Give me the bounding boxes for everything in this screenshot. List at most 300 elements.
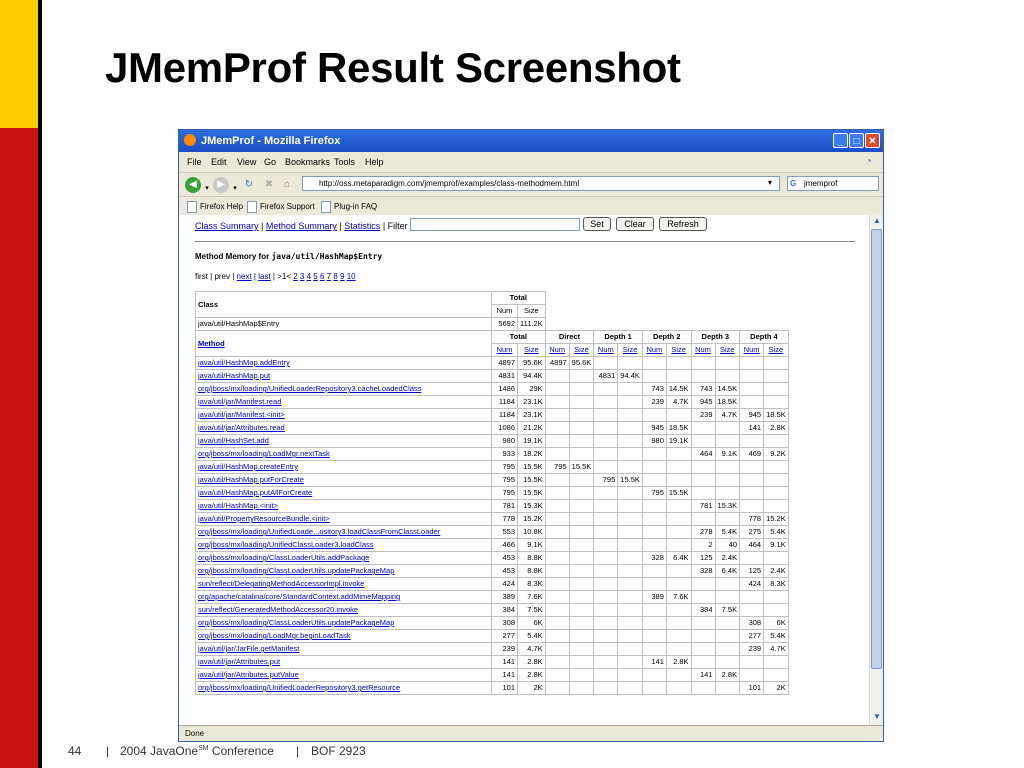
method-cell: [196, 656, 492, 669]
method-link[interactable]: java/util/HashMap.<init>: [198, 501, 279, 510]
page-icon: [247, 201, 257, 213]
value-cell: [642, 669, 666, 682]
pager-page-link[interactable]: 7: [326, 272, 332, 281]
value-cell: [545, 591, 569, 604]
value-cell: [666, 565, 691, 578]
value-cell: [740, 370, 764, 383]
accent-bar-edge: [38, 0, 42, 768]
method-link[interactable]: org/jboss/mx/loading/UnifiedClassLoader3.loadClass: [198, 540, 374, 549]
value-cell: 7.6K: [518, 591, 546, 604]
table-row: [196, 539, 789, 552]
method-link[interactable]: java/util/HashMap.putAllForCreate: [198, 488, 313, 497]
bookmark-plugin-faq[interactable]: [321, 201, 377, 213]
close-button[interactable]: ✕: [865, 133, 880, 148]
method-link[interactable]: java/util/jar/Manifest.read: [198, 397, 282, 406]
method-cell: [196, 539, 492, 552]
value-cell: 15.5K: [518, 461, 546, 474]
value-cell: [666, 500, 691, 513]
value-cell: 308: [492, 617, 518, 630]
class-num-header: Num: [492, 305, 518, 318]
separator: |: [253, 272, 256, 281]
menu-tools[interactable]: Tools: [334, 157, 356, 167]
value-cell: [569, 396, 594, 409]
value-cell: [545, 565, 569, 578]
value-cell: 308: [740, 617, 764, 630]
num-sort-link[interactable]: Num: [695, 345, 711, 354]
value-cell: [740, 435, 764, 448]
value-cell: 553: [492, 526, 518, 539]
size-sort-link[interactable]: Size: [574, 345, 589, 354]
value-cell: [691, 487, 715, 500]
num-sort-cell: [594, 344, 618, 357]
method-link[interactable]: java/util/HashSet.add: [198, 436, 269, 445]
value-cell: [618, 513, 643, 526]
method-header-cell: [196, 331, 492, 357]
value-cell: 5.4K: [715, 526, 740, 539]
value-cell: 781: [492, 500, 518, 513]
size-sort-cell: [715, 344, 740, 357]
page-icon: [187, 201, 197, 213]
num-sort-link[interactable]: Num: [597, 345, 614, 354]
value-cell: 239: [691, 409, 715, 422]
footer-page-number: 44: [68, 744, 82, 758]
footer-separator: |: [106, 744, 110, 758]
method-link[interactable]: java/util/HashMap.put: [198, 371, 271, 380]
scroll-down-icon[interactable]: ▼: [873, 712, 881, 721]
value-cell: 469: [740, 448, 764, 461]
pager-next[interactable]: next: [236, 272, 252, 281]
method-link[interactable]: java/util/HashMap.createEntry: [198, 462, 299, 471]
value-cell: [764, 487, 789, 500]
value-cell: 778: [740, 513, 764, 526]
value-cell: [545, 487, 569, 500]
value-cell: [545, 500, 569, 513]
value-cell: 15.5K: [518, 474, 546, 487]
value-cell: [545, 604, 569, 617]
value-cell: 141: [492, 669, 518, 682]
separator: |: [261, 221, 264, 231]
value-cell: 2.8K: [764, 422, 789, 435]
class-section: [196, 292, 789, 331]
value-cell: 328: [642, 552, 666, 565]
bookmark-label: Plug-in FAQ: [334, 202, 378, 212]
value-cell: [764, 396, 789, 409]
value-cell: 8.8K: [518, 565, 546, 578]
reload-icon[interactable]: ↻: [244, 179, 254, 190]
value-cell: [569, 578, 594, 591]
value-cell: [740, 669, 764, 682]
value-cell: [618, 630, 643, 643]
link-statistics[interactable]: Statistics: [344, 221, 381, 231]
value-cell: [666, 669, 691, 682]
table-row: [196, 500, 789, 513]
value-cell: 743: [642, 383, 666, 396]
size-sort-link[interactable]: Size: [720, 345, 735, 354]
value-cell: [594, 500, 618, 513]
table-row: [196, 383, 789, 396]
method-sort-link[interactable]: Method: [198, 338, 225, 348]
value-cell: 328: [691, 565, 715, 578]
group-header: Total: [492, 331, 546, 344]
value-cell: [740, 552, 764, 565]
value-cell: [666, 409, 691, 422]
method-link[interactable]: sun/reflect/DelegatingMethodAccessorImpl.invoke: [198, 579, 365, 588]
value-cell: 239: [492, 643, 518, 656]
menu-view[interactable]: View: [237, 157, 257, 167]
value-cell: 7.5K: [518, 604, 546, 617]
value-cell: [691, 370, 715, 383]
value-cell: 945: [642, 422, 666, 435]
value-cell: 7.6K: [666, 591, 691, 604]
results-table: [195, 291, 789, 695]
separator: |: [232, 272, 235, 281]
table-row: [196, 669, 789, 682]
value-cell: 18.2K: [518, 448, 546, 461]
value-cell: 2.4K: [715, 552, 740, 565]
value-cell: [594, 396, 618, 409]
value-cell: [545, 409, 569, 422]
class-total-header: Total: [492, 292, 546, 305]
value-cell: [666, 630, 691, 643]
value-cell: [594, 539, 618, 552]
value-cell: [764, 604, 789, 617]
method-link[interactable]: java/util/HashMap.putForCreate: [198, 475, 304, 484]
url-field[interactable]: [302, 176, 780, 191]
value-cell: [618, 396, 643, 409]
value-cell: [545, 630, 569, 643]
value-cell: [594, 656, 618, 669]
value-cell: [715, 422, 740, 435]
value-cell: 2.8K: [666, 656, 691, 669]
value-cell: 980: [642, 435, 666, 448]
bookmark-firefox-support[interactable]: [247, 201, 315, 213]
page-content: [179, 215, 869, 725]
bookmarks-toolbar: [179, 196, 883, 216]
forward-dropdown-icon[interactable]: ▾: [233, 185, 237, 192]
value-cell: 29K: [518, 383, 546, 396]
method-rows: [196, 357, 789, 695]
num-sort-link[interactable]: Num: [549, 345, 566, 354]
value-cell: [618, 591, 643, 604]
value-cell: 94.4K: [618, 370, 643, 383]
value-cell: 4831: [492, 370, 518, 383]
size-sort-link[interactable]: Size: [524, 345, 539, 354]
pager-page-link[interactable]: 8: [333, 272, 338, 281]
value-cell: [642, 513, 666, 526]
value-cell: [569, 409, 594, 422]
value-cell: [691, 461, 715, 474]
value-cell: 1184: [492, 396, 518, 409]
pager-pages: [293, 272, 355, 281]
slide-title: JMemProf Result Screenshot: [105, 44, 681, 91]
pager-page-link[interactable]: 5: [313, 272, 318, 281]
num-sort-cell: [545, 344, 569, 357]
value-cell: [594, 617, 618, 630]
table-row: [196, 604, 789, 617]
value-cell: [691, 513, 715, 526]
value-cell: [691, 630, 715, 643]
value-cell: [666, 682, 691, 695]
value-cell: 8.8K: [518, 552, 546, 565]
method-link[interactable]: java/util/jar/Attributes.read: [198, 423, 285, 432]
method-link[interactable]: java/util/jar/Attributes.putValue: [198, 670, 299, 679]
value-cell: [545, 383, 569, 396]
method-link[interactable]: java/util/PropertyResourceBundle.<init>: [198, 514, 330, 523]
size-sort-cell: [666, 344, 691, 357]
bookmark-label: Firefox Help: [200, 202, 244, 212]
value-cell: 945: [740, 409, 764, 422]
table-row: [196, 578, 789, 591]
method-link[interactable]: java/util/jar/JarFile.getManifest: [198, 644, 300, 653]
footer-separator: |: [296, 744, 300, 758]
method-link[interactable]: org/jboss/mx/loading/LoadMgr.nextTask: [198, 449, 330, 458]
group-header: Depth 1: [594, 331, 643, 344]
pager-page-link[interactable]: 6: [319, 272, 325, 281]
value-cell: [666, 643, 691, 656]
value-cell: [666, 513, 691, 526]
value-cell: 6.4K: [715, 565, 740, 578]
value-cell: 464: [740, 539, 764, 552]
table-row: [196, 487, 789, 500]
size-sort-cell: [764, 344, 789, 357]
value-cell: [764, 656, 789, 669]
value-cell: [764, 357, 789, 370]
value-cell: [642, 617, 666, 630]
menu-bookmarks[interactable]: Bookmarks: [285, 157, 331, 167]
value-cell: [642, 409, 666, 422]
method-cell: [196, 448, 492, 461]
menu-help[interactable]: Help: [365, 157, 384, 167]
pager-prev: prev: [214, 272, 230, 281]
value-cell: 275: [740, 526, 764, 539]
value-cell: [715, 656, 740, 669]
value-cell: [740, 383, 764, 396]
pager-page-link[interactable]: 4: [306, 272, 312, 281]
subtitle-class: java/util/HashMap$Entry: [271, 252, 383, 261]
pager-page-link[interactable]: 10: [346, 272, 356, 281]
value-cell: [594, 682, 618, 695]
value-cell: 795: [594, 474, 618, 487]
bookmark-firefox-help[interactable]: [187, 201, 243, 213]
url-dropdown-icon[interactable]: ▾: [768, 178, 773, 187]
value-cell: [618, 643, 643, 656]
value-cell: [642, 682, 666, 695]
method-link[interactable]: org/jboss/mx/loading/ClassLoaderUtils.updatePackageMap: [198, 566, 395, 575]
link-method-summary[interactable]: Method Summary: [265, 221, 337, 231]
value-cell: 2.4K: [764, 565, 789, 578]
value-cell: [618, 383, 643, 396]
value-cell: [569, 370, 594, 383]
value-cell: [618, 669, 643, 682]
value-cell: [594, 435, 618, 448]
firefox-icon: [184, 134, 196, 146]
method-cell: [196, 474, 492, 487]
method-link[interactable]: org/jboss/mx/loading/UnifiedLoaderRepository3.cacheLoadedClass: [198, 384, 422, 393]
set-button[interactable]: Set: [583, 217, 611, 231]
value-cell: [618, 435, 643, 448]
accent-bar-yellow: [0, 0, 42, 128]
scroll-thumb[interactable]: [871, 229, 882, 669]
stop-icon[interactable]: ✖: [264, 179, 274, 190]
method-link[interactable]: sun/reflect/GeneratedMethodAccessor20.invoke: [198, 605, 359, 614]
value-cell: [569, 435, 594, 448]
method-cell: [196, 669, 492, 682]
value-cell: [740, 487, 764, 500]
value-cell: [569, 513, 594, 526]
value-cell: [642, 539, 666, 552]
value-cell: 18.5K: [764, 409, 789, 422]
method-cell: [196, 526, 492, 539]
value-cell: [594, 422, 618, 435]
value-cell: [545, 370, 569, 383]
value-cell: [569, 591, 594, 604]
value-cell: [594, 526, 618, 539]
table-row: [196, 552, 789, 565]
size-sort-link[interactable]: Size: [768, 345, 784, 354]
method-link[interactable]: java/util/jar/Attributes.put: [198, 657, 281, 666]
method-link[interactable]: org/jboss/mx/loading/UnifiedLoade...ository3.loadClassFromClassLoader: [198, 527, 441, 536]
menu-file[interactable]: File: [187, 157, 202, 167]
link-class-summary[interactable]: Class Summary: [195, 221, 259, 231]
method-link[interactable]: org/jboss/mx/loading/ClassLoaderUtils.addPackage: [198, 553, 370, 562]
method-cell: [196, 409, 492, 422]
value-cell: [545, 617, 569, 630]
value-cell: [666, 448, 691, 461]
separator: |: [339, 221, 342, 231]
pager-current: | >1<: [272, 272, 291, 281]
value-cell: [569, 539, 594, 552]
table-row: [196, 617, 789, 630]
value-cell: [618, 604, 643, 617]
back-dropdown-icon[interactable]: ▾: [205, 185, 209, 192]
value-cell: 141: [642, 656, 666, 669]
value-cell: [715, 682, 740, 695]
method-link[interactable]: org/apache/catalina/core/StandardContext.addMimeMapping: [198, 592, 401, 601]
value-cell: [545, 513, 569, 526]
value-cell: [545, 396, 569, 409]
refresh-button[interactable]: Refresh: [659, 217, 707, 231]
value-cell: [545, 435, 569, 448]
home-icon[interactable]: ⌂: [283, 179, 291, 190]
num-sort-link[interactable]: Num: [743, 345, 760, 354]
back-icon[interactable]: ◀: [185, 177, 201, 193]
pager-page-link[interactable]: 9: [340, 272, 345, 281]
search-text: jmemprof: [804, 179, 838, 188]
footer-conference: [120, 744, 274, 758]
num-sort-cell: [492, 344, 518, 357]
value-cell: [691, 422, 715, 435]
value-cell: 8.3K: [764, 578, 789, 591]
table-row: [196, 643, 789, 656]
search-field[interactable]: [787, 176, 879, 191]
value-cell: [691, 682, 715, 695]
method-link[interactable]: org/jboss/mx/loading/ClassLoaderUtils.updatePackageMap: [198, 618, 395, 627]
clear-button[interactable]: Clear: [616, 217, 654, 231]
footer-sup: SM: [198, 745, 209, 752]
value-cell: 9.1K: [764, 539, 789, 552]
value-cell: 743: [691, 383, 715, 396]
size-sort-link[interactable]: Size: [671, 345, 686, 354]
value-cell: [618, 500, 643, 513]
value-cell: [691, 578, 715, 591]
value-cell: [764, 461, 789, 474]
num-sort-link[interactable]: Num: [496, 345, 513, 354]
value-cell: 277: [740, 630, 764, 643]
table-row: [196, 656, 789, 669]
filter-input[interactable]: [410, 218, 580, 231]
value-cell: 4831: [594, 370, 618, 383]
vertical-scrollbar[interactable]: [869, 215, 883, 725]
menu-go[interactable]: Go: [264, 157, 277, 167]
value-cell: 464: [691, 448, 715, 461]
pager-last[interactable]: last: [258, 272, 271, 281]
value-cell: [691, 656, 715, 669]
value-cell: 6K: [764, 617, 789, 630]
value-cell: [740, 357, 764, 370]
group-header: Depth 4: [740, 331, 789, 344]
value-cell: [569, 565, 594, 578]
method-cell: [196, 578, 492, 591]
subtitle-prefix: Method Memory for: [195, 252, 270, 261]
page-icon: [321, 201, 331, 213]
value-cell: 15.2K: [518, 513, 546, 526]
throbber-icon: ◔: [865, 154, 873, 168]
method-cell: [196, 591, 492, 604]
size-sort-link[interactable]: Size: [622, 345, 638, 354]
value-cell: [642, 578, 666, 591]
pager-page-link[interactable]: 2: [293, 272, 298, 281]
class-name: java/util/HashMap$Entry: [196, 318, 492, 331]
method-link[interactable]: java/util/jar/Manifest.<init>: [198, 410, 285, 419]
window-title: JMemProf - Mozilla Firefox: [201, 135, 341, 147]
value-cell: [545, 656, 569, 669]
method-cell: [196, 604, 492, 617]
value-cell: [618, 448, 643, 461]
value-cell: 2.8K: [518, 669, 546, 682]
method-link[interactable]: org/jboss/mx/loading/UnifiedLoaderRepository3.getResource: [198, 683, 401, 692]
value-cell: 795: [492, 487, 518, 500]
footer-conf-suffix: Conference: [208, 744, 274, 758]
value-cell: [715, 513, 740, 526]
value-cell: [545, 474, 569, 487]
pager-page-link[interactable]: 3: [299, 272, 305, 281]
value-cell: [666, 578, 691, 591]
value-cell: [594, 643, 618, 656]
forward-icon[interactable]: ▶: [213, 177, 229, 193]
value-cell: 141: [691, 669, 715, 682]
scroll-up-icon[interactable]: ▲: [873, 216, 881, 225]
value-cell: [715, 461, 740, 474]
value-cell: [666, 474, 691, 487]
value-cell: [740, 604, 764, 617]
value-cell: [715, 643, 740, 656]
value-cell: 389: [492, 591, 518, 604]
method-link[interactable]: java/util/HashMap.addEntry: [198, 358, 290, 367]
value-cell: 2.8K: [518, 656, 546, 669]
value-cell: [594, 487, 618, 500]
maximize-button[interactable]: □: [849, 133, 864, 148]
method-link[interactable]: org/jboss/mx/loading/LoadMgr.beginLoadTask: [198, 631, 351, 640]
num-sort-link[interactable]: Num: [646, 345, 663, 354]
method-cell: [196, 513, 492, 526]
table-row: [196, 513, 789, 526]
value-cell: 278: [691, 526, 715, 539]
value-cell: [569, 682, 594, 695]
menu-edit[interactable]: Edit: [211, 157, 227, 167]
minimize-button[interactable]: _: [833, 133, 848, 148]
value-cell: [691, 474, 715, 487]
value-cell: [545, 552, 569, 565]
